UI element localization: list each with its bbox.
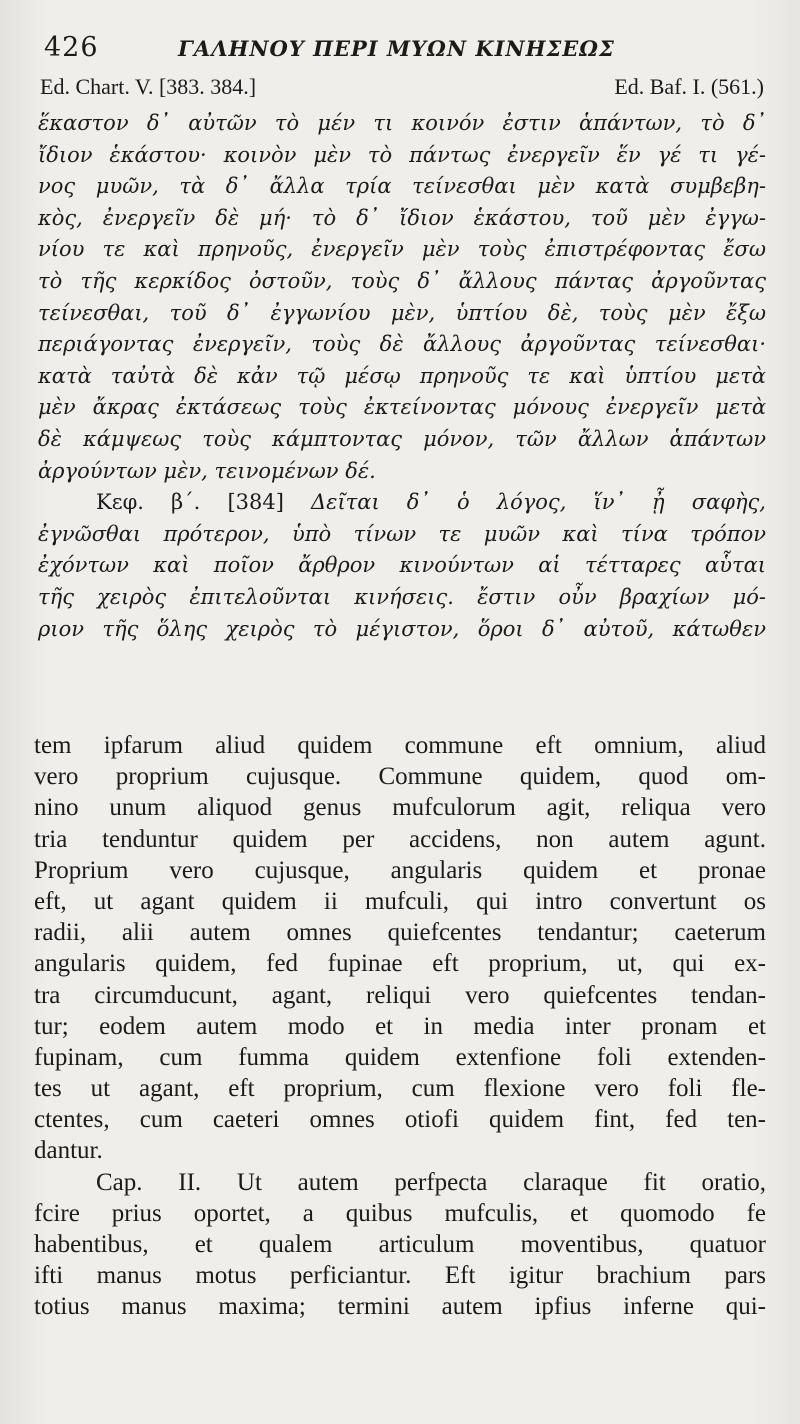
page-header: [40, 30, 764, 66]
latin-line: Proprium vero cujusque, angularis quidem et pronae: [34, 856, 766, 884]
edition-reference-right: Ed. Baf. I. (561.): [614, 74, 764, 99]
greek-line: μὲν ἄκρας ἐκτάσεως τοὺς ἐκτείνοντας μόνους ἐνεργεῖν μετὰ: [38, 395, 766, 420]
greek-line: ἐγνῶσθαι πρότερον, ὑπὸ τίνων τε μυῶν καὶ τίνα τρόπον: [38, 521, 766, 546]
greek-line: ἐχόντων καὶ ποῖον ἄρθρον κινούντων αἱ τέτταρες αὗται: [38, 553, 766, 578]
latin-line: habentibus, et qualem articulum moventibus, quatuor: [34, 1231, 766, 1258]
greek-line: νος μυῶν, τὰ δ᾽ ἄλλα τρία τείνεσθαι μὲν κατὰ συμβεβη-: [38, 174, 766, 199]
greek-line: νίου τε καὶ πρηνοῦς, ἐνεργεῖν μὲν τοὺς ἐπιστρέφοντας ἔσω: [38, 237, 766, 262]
running-title: ΓΑΛΗΝΟΥ ΠΕΡΙ ΜΥΩΝ ΚΙΝΗΣΕΩΣ: [178, 36, 615, 61]
page-number: 426: [44, 32, 99, 63]
latin-line: tria tenduntur quidem per accidens, non autem agunt.: [34, 825, 766, 853]
greek-line: κατὰ ταὐτὰ δὲ κἀν τῷ μέσῳ πρηνοῦς τε καὶ ὑπτίου μετὰ: [38, 363, 766, 388]
latin-line: tes ut agant, eft proprium, cum flexione vero foli fle-: [34, 1075, 766, 1103]
greek-chapter-label: Κεφ. β΄. [384]: [96, 490, 284, 515]
greek-text-block: [38, 108, 766, 645]
latin-line: fupinam, cum fumma quidem extenfione foli extenden-: [34, 1043, 766, 1071]
latin-line: totius manus maxima; termini autem ipfius inferne qui-: [34, 1293, 766, 1321]
greek-line: ἕκαστον δ᾽ αὐτῶν τὸ μέν τι κοινόν ἐστιν ἁπάντων, τὸ δ᾽: [38, 111, 766, 135]
greek-line: ἀργούντων μὲν, τεινομένων δέ.: [38, 458, 376, 483]
greek-line: ριον τῆς ὅλης χειρὸς τὸ μέγιστον, ὅροι δ᾽ αὐτοῦ, κάτωθεν: [38, 616, 766, 641]
latin-line: ifti manus motus perficiantur. Eft igitur brachium pars: [34, 1262, 766, 1290]
latin-line: tra circumducunt, agant, reliqui vero quiefcentes tendan-: [34, 981, 766, 1009]
latin-line: fcire prius oportet, a quibus mufculis, et quomodo fe: [34, 1199, 766, 1227]
latin-line: ctentes, cum caeteri omnes otiofi quidem fint, fed ten-: [34, 1106, 766, 1134]
greek-line: κὸς, ἐνεργεῖν δὲ μή· τὸ δ᾽ ἴδιον ἑκάστου, τοῦ μὲν ἐγγω-: [38, 205, 766, 230]
latin-text-block: [34, 730, 766, 1323]
latin-line: angularis quidem, fed fupinae eft proprium, ut, qui ex-: [34, 950, 766, 978]
latin-chapter-text: Ut autem perfpecta claraque fit oratio,: [236, 1168, 767, 1196]
latin-line: vero proprium cujusque. Commune quidem, quod om-: [34, 763, 766, 791]
latin-chapter-label: Cap. II.: [96, 1168, 202, 1196]
greek-line: δὲ κάμψεως τοὺς κάμπτοντας μόνον, τῶν ἄλλων ἁπάντων: [38, 426, 766, 451]
greek-line: τῆς χειρὸς ἐπιτελοῦνται κινήσεις. ἔστιν οὖν βραχίων μό-: [38, 584, 766, 609]
greek-line: τείνεσθαι, τοῦ δ᾽ ἐγγωνίου μὲν, ὑπτίου δὲ, τοὺς μὲν ἔξω: [38, 300, 766, 325]
latin-line: dantur.: [34, 1137, 103, 1165]
greek-line: τὸ τῆς κερκίδος ὀστοῦν, τοὺς δ᾽ ἄλλους πάντας ἀργοῦντας: [38, 268, 766, 293]
greek-line: περιάγοντας ἐνεργεῖν, τοὺς δὲ ἄλλους ἀργοῦντας τείνεσθαι·: [38, 332, 766, 357]
edition-references: [40, 74, 764, 102]
latin-line: tur; eodem autem modo et in media inter pronam et: [34, 1012, 766, 1040]
latin-line: tem ipfarum aliud quidem commune eft omnium, aliud: [34, 732, 766, 759]
latin-chapter-line: [34, 1167, 766, 1198]
edition-reference-left: Ed. Chart. V. [383. 384.]: [40, 74, 257, 99]
greek-line: ἴδιον ἑκάστου· κοινὸν μὲν τὸ πάντως ἐνεργεῖν ἕν γέ τι γέ-: [38, 142, 766, 167]
greek-chapter-line: [38, 487, 766, 519]
latin-line: nino unum aliquod genus mufculorum agit, reliqua vero: [34, 794, 766, 822]
latin-line: eft, ut agant quidem ii mufculi, qui intro convertunt os: [34, 887, 766, 915]
greek-chapter-text: Δεῖται δ᾽ ὁ λόγος, ἵν᾽ ᾖ σαφὴς,: [311, 490, 766, 515]
latin-line: radii, alii autem omnes quiefcentes tendantur; caeterum: [34, 919, 766, 947]
